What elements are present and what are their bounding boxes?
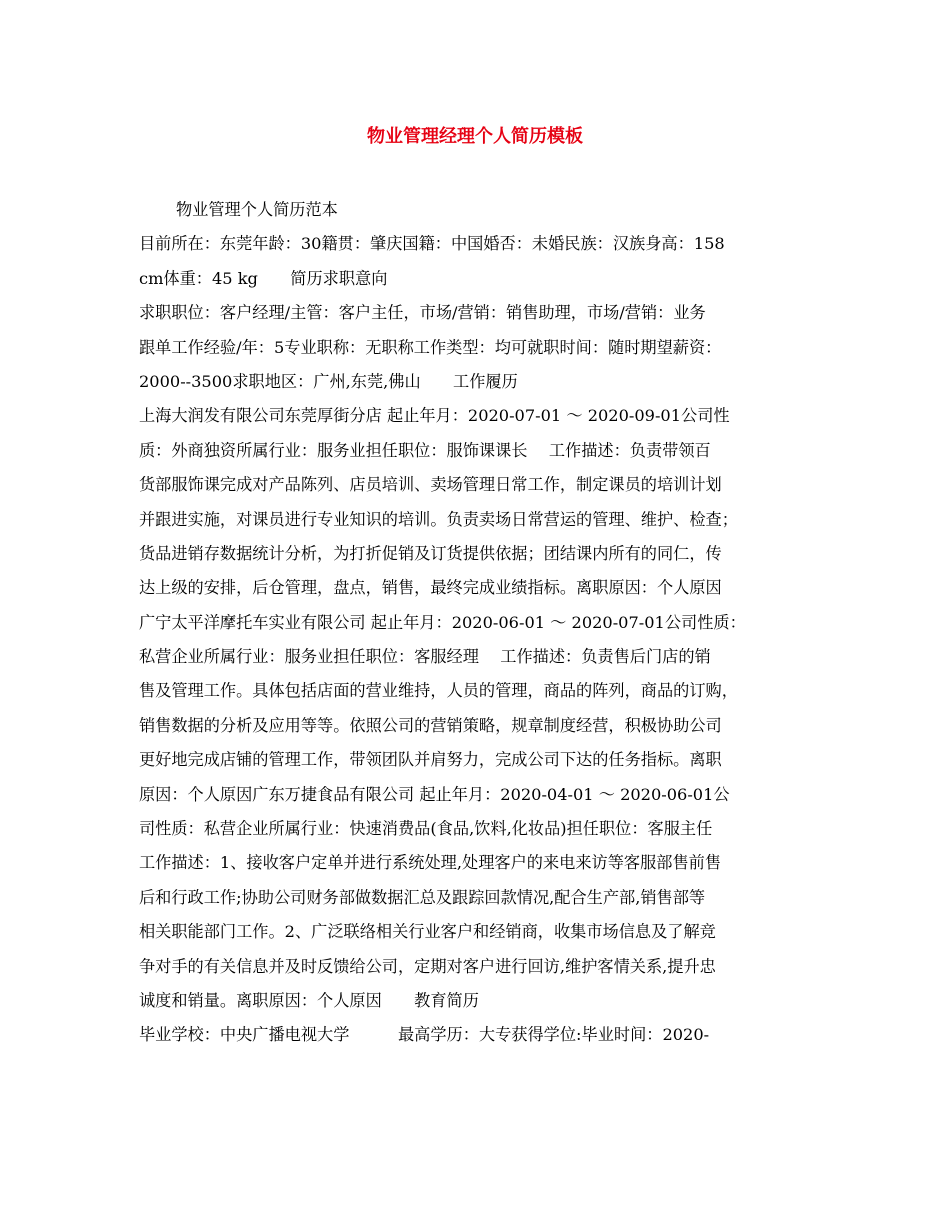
- body-line: 质：外商独资所属行业：服务业担任职位：服饰课课长 工作描述：负责带领百: [139, 440, 711, 460]
- body-line: 售及管理工作。具体包括店面的营业维持，人员的管理，商品的阵列，商品的订购，: [139, 681, 738, 701]
- body-line: 货品进销存数据统计分析，为打折促销及订货提供依据；团结课内所有的同仁，传: [139, 543, 722, 563]
- body-line: 2000--3500求职地区：广州,东莞,佛山 工作履历: [139, 371, 518, 391]
- body-line: 货部服饰课完成对产品陈列、店员培训、卖场管理日常工作，制定课员的培训计划: [139, 475, 722, 495]
- body-line: cm体重：45 kg 简历求职意向: [139, 268, 388, 288]
- body-line: 上海大润发有限公司东莞厚街分店 起止年月：2020-07-01 ～ 2020-09-01公司性: [139, 406, 730, 426]
- document-title: 物业管理经理个人简历模板: [367, 126, 583, 147]
- body-line: 跟单工作经验/年：5专业职称：无职称工作类型：均可就职时间：随时期望薪资：: [139, 337, 722, 357]
- body-line: 并跟进实施，对课员进行专业知识的培训。负责卖场日常营运的管理、维护、检查；: [139, 509, 738, 529]
- document-body: [139, 193, 829, 1053]
- body-line: 后和行政工作;协助公司财务部做数据汇总及跟踪回款情况,配合生产部,销售部等: [139, 887, 706, 907]
- body-line: 争对手的有关信息并及时反馈给公司，定期对客户进行回访,维护客情关系,提升忠: [139, 956, 716, 976]
- body-line: 求职职位：客户经理/主管：客户主任，市场/营销：销售助理，市场/营销：业务: [139, 303, 706, 323]
- body-line: 更好地完成店铺的管理工作，带领团队并肩努力，完成公司下达的任务指标。离职: [139, 750, 722, 770]
- body-line: 目前所在：东莞年龄：30籍贯：肇庆国籍：中国婚否：未婚民族：汉族身高：158: [139, 234, 725, 254]
- body-line: 诚度和销量。离职原因：个人原因 教育简历: [139, 990, 479, 1010]
- body-line: 原因：个人原因广东万捷食品有限公司 起止年月：2020-04-01 ～ 2020-06-01公: [139, 784, 730, 804]
- body-line: 达上级的安排，后仓管理，盘点，销售，最终完成业绩指标。离职原因：个人原因: [139, 578, 722, 598]
- body-line: 私营企业所属行业：服务业担任职位：客服经理 工作描述：负责售后门店的销: [139, 647, 711, 667]
- body-line: 毕业学校：中央广播电视大学 最高学历：大专获得学位:毕业时间：2020-: [139, 1025, 710, 1045]
- body-line: 工作描述：1、接收客户定单并进行系统处理,处理客户的来电来访等客服部售前售: [139, 853, 722, 873]
- body-line: 广宁太平洋摩托车实业有限公司 起止年月：2020-06-01 ～ 2020-07-01公司性质：: [139, 612, 746, 632]
- body-line: 销售数据的分析及应用等等。依照公司的营销策略，规章制度经营，积极协助公司: [139, 715, 722, 735]
- body-line: 相关职能部门工作。2、广泛联络相关行业客户和经销商，收集市场信息及了解竞: [139, 922, 716, 942]
- document-subtitle: 物业管理个人简历范本: [176, 200, 338, 219]
- body-line: 司性质：私营企业所属行业：快速消费品(食品,饮料,化妆品)担任职位：客服主任: [139, 819, 713, 839]
